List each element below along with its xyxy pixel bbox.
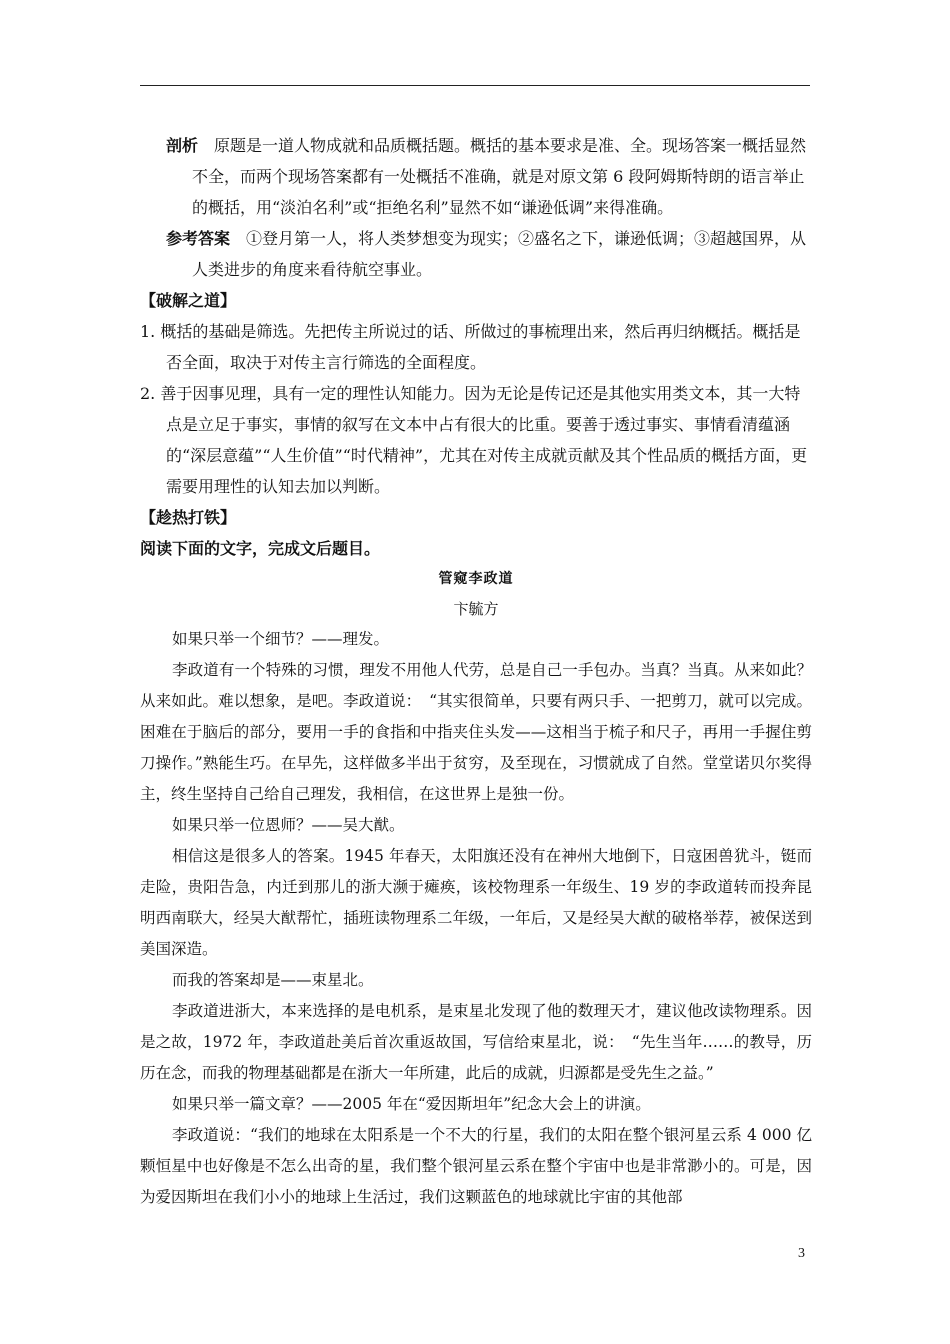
header-rule: [140, 85, 810, 86]
method-item-1: 1. 概括的基础是筛选。先把传主所说过的话、所做过的事梳理出来，然后再归纳概括。概括是否全面，取决于对传主言行筛选的全面程度。: [140, 322, 801, 372]
article-paragraph: 如果只举一位恩师？——吴大猷。: [172, 816, 405, 834]
article-paragraph: 而我的答案却是——束星北。: [172, 971, 374, 989]
article-paragraph: 相信这是很多人的答案。1945 年春天，太阳旗还没有在神州大地倒下，日寇困兽犹斗，铤而走险，贵阳告急，内迁到那儿的浙大濒于瘫痪，该校物理系一年级生、19 岁的李政道转而投奔昆明西南联大，经吴大猷帮忙，插班读物理系二年级，一年后，又是经吴大猷的破格举荐，被保送到美国深造。: [140, 847, 812, 958]
article-paragraph: 李政道说：“我们的地球在太阳系是一个不大的行星，我们的太阳在整个银河星云系 4 000 亿颗恒星中也好像是不怎么出奇的星，我们整个银河星云系在整个宇宙中也是非常渺小的。可是，因为爱因斯坦在我们小小的地球上生活过，我们这颗蓝色的地球就比宇宙的其他部: [140, 1126, 812, 1206]
practice-heading: 【趁热打铁】: [140, 508, 237, 527]
article-author: 卞毓方: [453, 600, 499, 618]
method-heading: 【破解之道】: [140, 291, 237, 310]
article-body: [140, 624, 812, 1213]
page-number: 3: [798, 1246, 805, 1261]
article-paragraph: 李政道进浙大，本来选择的是电机系，是束星北发现了他的数理天才，建议他改读物理系。因是之故，1972 年，李政道赴美后首次重返故国，写信给束星北，说： “先生当年……的教导，历历在念，而我的物理基础都是在浙大一年所建，此后的成就，归源都是受先生之益。”: [140, 1002, 812, 1082]
method-item-2: 2. 善于因事见理，具有一定的理性认知能力。因为无论是传记还是其他实用类文本，其一大特点是立足于事实，事情的叙写在文本中占有很大的比重。要善于透过事实、事情看清蕴涵的“深层意蕴”“人生价值”“时代精神”，尤其在对传主成就贡献及其个性品质的概括方面，更需要用理性的认知去加以判断。: [140, 384, 808, 496]
analysis-text: 原题是一道人物成就和品质概括题。概括的基本要求是准、全。现场答案一概括显然不全，而两个现场答案都有一处概括不准确，就是对原文第 6 段阿姆斯特朗的语言举止的概括，用“淡泊名利”或“拒绝名利”显然不如“谦逊低调”来得准确。: [192, 136, 807, 217]
article-paragraph: 如果只举一个细节？——理发。: [172, 630, 390, 648]
article-title: 管窥李政道: [438, 571, 514, 587]
answer-paragraph: [140, 223, 812, 285]
analysis-paragraph: [140, 130, 812, 223]
article-paragraph: 李政道有一个特殊的习惯，理发不用他人代劳，总是自己一手包办。当真？当真。从来如此？从来如此。难以想象，是吧。李政道说： “其实很简单，只要有两只手、一把剪刀，就可以完成。困难在于脑后的部分，要用一手的食指和中指夹住头发——这相当于梳子和尺子，再用一手握住剪刀操作。”熟能生巧。在早先，这样做多半出于贫穷，及至现在，习惯就成了自然。堂堂诺贝尔奖得主，终生坚持自己给自己理发，我相信，在这世界上是独一份。: [140, 661, 812, 803]
practice-instruction: 阅读下面的文字，完成文后题目。: [140, 539, 381, 558]
answer-text: ①登月第一人，将人类梦想变为现实；②盛名之下，谦逊低调；③超越国界，从人类进步的角度来看待航空事业。: [192, 229, 807, 279]
analysis-section: [140, 130, 812, 1213]
analysis-label: 剖析: [166, 136, 199, 155]
article-paragraph: 如果只举一篇文章？——2005 年在“爱因斯坦年”纪念大会上的讲演。: [172, 1095, 651, 1113]
answer-label: 参考答案: [166, 229, 231, 248]
